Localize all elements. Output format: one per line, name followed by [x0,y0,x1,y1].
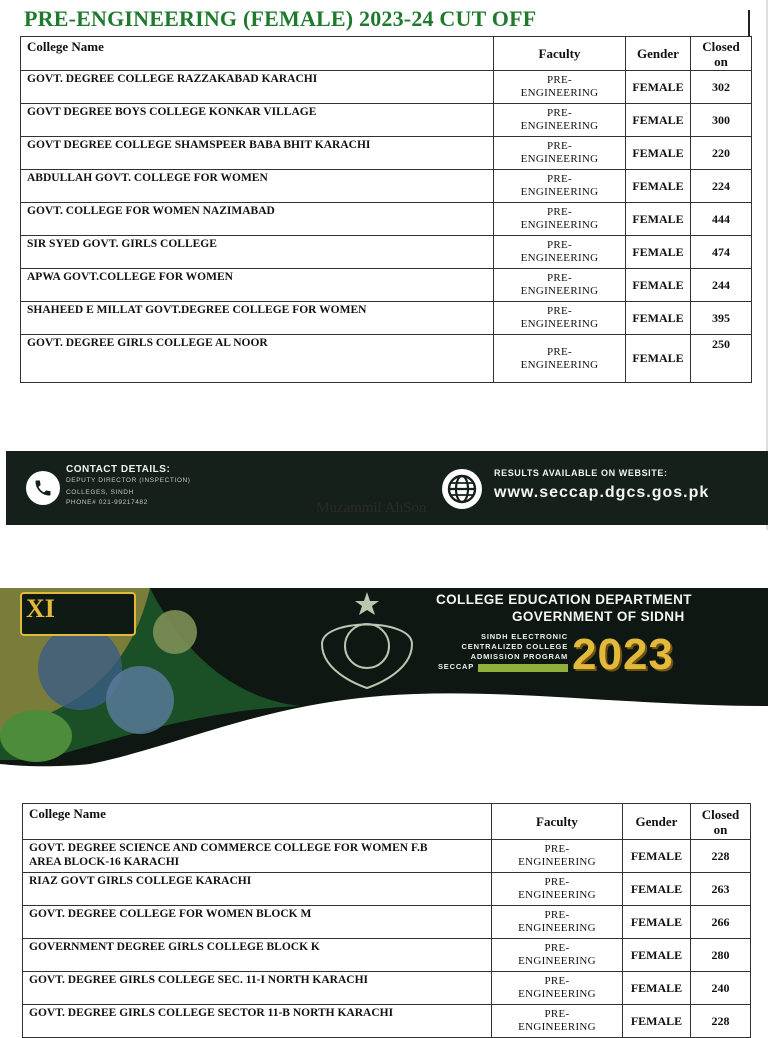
gender-cell: FEMALE [626,236,691,269]
contact-line: COLLEGES, SINDH [66,489,134,496]
table-row [21,302,752,335]
faculty-line: PRE- [546,107,573,119]
page-title: PRE-ENGINEERING (FEMALE) 2023-24 CUT OFF [24,6,537,31]
faculty-line: PRE- [546,239,573,251]
cutoff-table-1 [20,36,752,383]
closed-header-line1: Closed [702,38,740,54]
faculty-line: PRE- [546,272,573,284]
table-row [23,840,751,873]
college-line: RIAZ GOVT GIRLS COLLEGE KARACHI [29,875,252,887]
faculty-line: ENGINEERING [518,1021,596,1033]
table-row [23,873,751,906]
closed-on-cell: 300 [691,104,752,137]
faculty-line: PRE- [544,843,570,855]
faculty-cell [492,840,623,873]
gender-header: Gender [623,804,691,840]
closed-on-cell: 280 [691,939,751,972]
gender-cell: FEMALE [626,170,691,203]
gender-cell: FEMALE [626,203,691,236]
college-line: GOVERNMENT DEGREE GIRLS COLLEGE BLOCK K [29,941,320,953]
closed-on-cell: 263 [691,873,751,906]
gender-cell: FEMALE [626,104,691,137]
gender-cell: FEMALE [623,972,691,1005]
xi-badge-text: XI [26,594,55,623]
program-line: SINDH ELECTRONIC [481,632,568,641]
closed-on-cell: 474 [691,236,752,269]
faculty-line: PRE- [546,140,573,152]
table-row [21,71,752,104]
gender-cell: FEMALE [623,840,691,873]
faculty-cell [494,170,626,203]
table-header-row [23,804,751,840]
table-row [21,104,752,137]
website-link[interactable]: www.seccap.dgcs.gos.pk [494,484,710,501]
college-line: GOVT. DEGREE GIRLS COLLEGE SECTOR 11-B NORTH KARACHI [29,1007,394,1019]
closed-on-cell: 244 [691,269,752,302]
college-line: GOVT. DEGREE COLLEGE FOR WOMEN BLOCK M [29,908,312,920]
gender-cell: FEMALE [623,906,691,939]
college-name-cell [23,972,492,1005]
closed-header-line2: on [713,821,728,837]
globe-icon [442,469,482,509]
gender-header: Gender [626,37,691,71]
faculty-line: ENGINEERING [518,889,596,901]
faculty-line: PRE- [544,1008,570,1020]
table-row [23,972,751,1005]
faculty-line: PRE- [546,206,573,218]
results-heading: RESULTS AVAILABLE ON WEBSITE: [494,468,668,478]
faculty-cell [492,972,623,1005]
table-row [21,170,752,203]
table-row [21,203,752,236]
college-name-cell: ABDULLAH GOVT. COLLEGE FOR WOMEN [21,170,494,203]
closed-on-cell: 240 [691,972,751,1005]
college-name-cell [23,873,492,906]
closed-on-cell: 220 [691,137,752,170]
closed-on-cell: 266 [691,906,751,939]
college-name-cell: SIR SYED GOVT. GIRLS COLLEGE [21,236,494,269]
faculty-line: PRE- [546,345,573,358]
program-line: ADMISSION PROGRAM [470,652,568,661]
faculty-line: ENGINEERING [520,120,599,132]
faculty-line: ENGINEERING [520,252,599,264]
faculty-cell [494,302,626,335]
faculty-line: PRE- [544,942,570,954]
college-name-cell: SHAHEED E MILLAT GOVT.DEGREE COLLEGE FOR WOMEN [21,302,494,335]
college-name-cell: GOVT. DEGREE GIRLS COLLEGE AL NOOR [21,335,494,383]
college-name-cell: GOVT. DEGREE COLLEGE RAZZAKABAD KARACHI [21,71,494,104]
gender-cell: FEMALE [626,269,691,302]
college-name-cell [23,840,492,873]
faculty-line: ENGINEERING [520,219,599,231]
college-name-cell: GOVT DEGREE COLLEGE SHAMSPEER BABA BHIT KARACHI [21,137,494,170]
faculty-line: ENGINEERING [518,988,596,1000]
faculty-line: ENGINEERING [518,955,596,967]
contact-phone: PHONE# 021-99217482 [66,499,148,506]
faculty-line: ENGINEERING [518,856,596,868]
faculty-line: PRE- [546,173,573,185]
closed-on-header [691,804,751,840]
cutoff-table-2 [22,803,751,1038]
gender-cell: FEMALE [626,137,691,170]
faculty-cell [492,906,623,939]
frame-edge [748,10,750,36]
signature-text: Muzammil AhSon [316,500,427,516]
college-name-cell: APWA GOVT.COLLEGE FOR WOMEN [21,269,494,302]
college-name-cell [23,1005,492,1038]
program-underline [478,664,568,672]
closed-header-line2: on [714,53,728,69]
closed-on-cell: 228 [691,1005,751,1038]
faculty-header: Faculty [492,804,623,840]
college-name-cell: GOVT DEGREE BOYS COLLEGE KONKAR VILLAGE [21,104,494,137]
faculty-line: ENGINEERING [518,922,596,934]
table-row [21,269,752,302]
faculty-cell [494,104,626,137]
department-title: COLLEGE EDUCATION DEPARTMENT [436,592,692,607]
table-row [21,236,752,269]
college-name-header: College Name [23,804,492,840]
closed-on-cell: 250 [691,335,752,383]
faculty-cell [494,203,626,236]
faculty-line: ENGINEERING [520,318,599,330]
gender-cell: FEMALE [626,71,691,104]
faculty-line: ENGINEERING [520,87,599,99]
college-line: GOVT. DEGREE GIRLS COLLEGE SEC. 11-I NORTH KARACHI [29,974,369,986]
contact-heading: CONTACT DETAILS: [66,464,171,475]
faculty-cell [494,269,626,302]
gender-cell: FEMALE [626,302,691,335]
college-name-cell [23,939,492,972]
closed-on-cell: 228 [691,840,751,873]
closed-on-cell: 395 [691,302,752,335]
table-row [23,906,751,939]
faculty-cell [494,71,626,104]
college-line: AREA BLOCK-16 KARACHI [29,856,180,868]
gender-cell: FEMALE [623,1005,691,1038]
college-name-header: College Name [21,37,494,71]
gender-cell: FEMALE [623,873,691,906]
faculty-line: PRE- [544,909,570,921]
faculty-line: ENGINEERING [520,358,599,371]
closed-on-cell: 224 [691,170,752,203]
faculty-line: ENGINEERING [520,285,599,297]
college-name-cell: GOVT. COLLEGE FOR WOMEN NAZIMABAD [21,203,494,236]
closed-header-line1: Closed [701,806,740,822]
college-line: GOVT. DEGREE SCIENCE AND COMMERCE COLLEGE FOR WOMEN F.B [29,842,428,854]
gender-cell: FEMALE [626,335,691,383]
government-title: GOVERNMENT OF SIDNH [512,609,685,624]
table-row [23,939,751,972]
faculty-line: PRE- [544,975,570,987]
faculty-line: PRE- [544,876,570,888]
faculty-cell [492,1005,623,1038]
closed-on-cell: 444 [691,203,752,236]
phone-icon [26,471,60,505]
closed-on-cell: 302 [691,71,752,104]
faculty-line: PRE- [546,305,573,317]
faculty-header: Faculty [494,37,626,71]
program-line: CENTRALIZED COLLEGE [461,642,568,651]
faculty-cell [492,873,623,906]
gender-cell: FEMALE [623,939,691,972]
faculty-line: ENGINEERING [520,186,599,198]
faculty-cell [494,236,626,269]
table-row [21,335,752,383]
college-name-cell [23,906,492,939]
year-text: 2023 [572,630,674,679]
table-header-row [21,37,752,71]
faculty-cell [494,335,626,383]
faculty-line: PRE- [546,74,573,86]
contact-line: DEPUTY DIRECTOR (INSPECTION) [66,477,191,484]
table-row [23,1005,751,1038]
faculty-cell [494,137,626,170]
closed-on-header [691,37,752,71]
program-acronym: SECCAP [438,662,475,671]
table-row [21,137,752,170]
faculty-line: ENGINEERING [520,153,599,165]
faculty-cell [492,939,623,972]
